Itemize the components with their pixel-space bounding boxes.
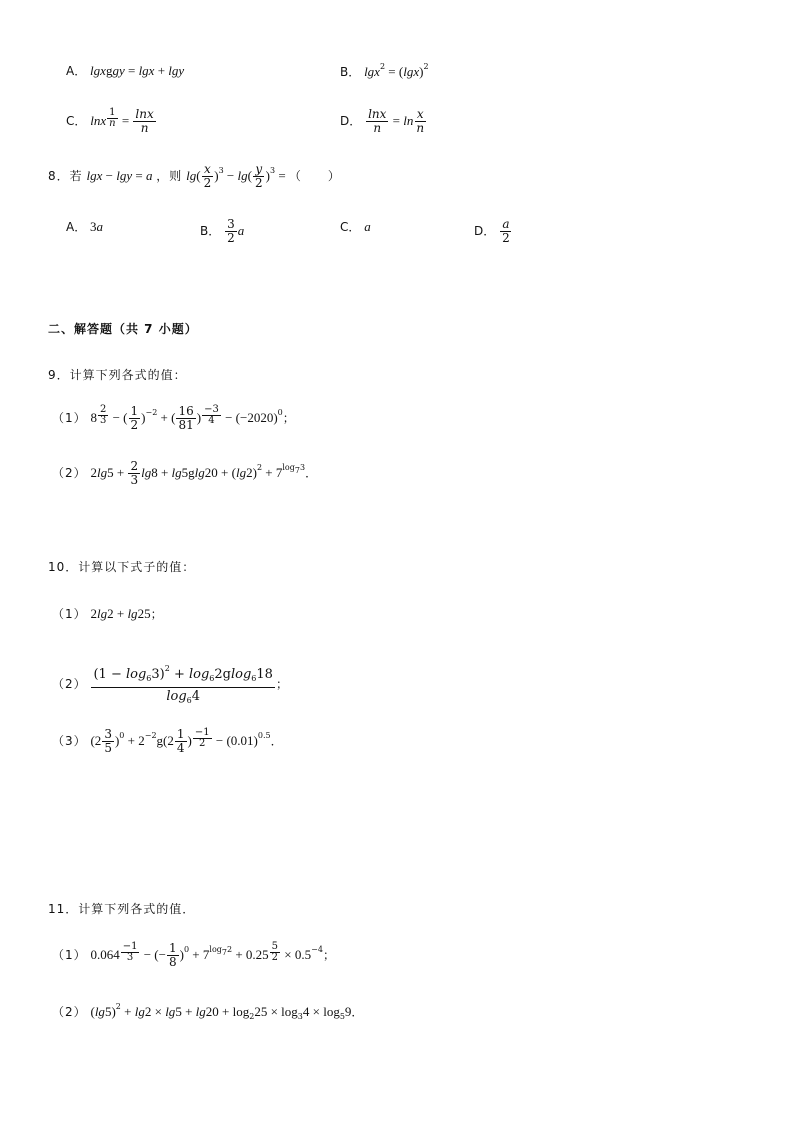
option-label: B． [200,224,221,238]
q7-option-c: C． lnx $\frac{1}{n}$ = $\frac{\ln x}{n}$ [66,107,154,135]
q11-part-2: （2） $(\lg 5)^2 + \lg 2 \times \lg 5 + \lg 20 + \log_225 \times \log_34 \times \log_59$． [52,1002,365,1021]
math-expression: $\frac{\ln x}{n}$ [368,107,387,135]
part-label: （2） [52,677,87,691]
q8-option-d: D． $\frac{a}{2}$ [474,217,510,245]
q8-option-b: B． $\frac{3}{2}$ a [200,217,245,245]
answer-blank: （ ） [288,169,341,183]
question-number: 8． [48,169,70,183]
q10-part-1: （1） 2lg2 + lg25； [52,606,164,621]
math-expression: lgx [90,63,106,78]
q9-part-2: （2） 2lg5 + $\frac{2}{3}$ $\lg 8 + \lg 5glg20 + (\lg 2)^2 + 7^{log_73}$． [52,459,319,487]
math-expression: lgx [364,64,380,79]
option-label: C． [66,114,87,128]
option-label: C． [340,220,361,234]
q7-option-b: B． $\lg x^2 = (\lg x)^2$ [340,62,429,79]
q7-option-d: D． $\frac{\ln x}{n}$ = ln $\frac{x}{n}$ [340,107,425,135]
option-label: A． [66,64,87,78]
part-label: （2） [52,1005,87,1019]
math-expression: lnx [90,113,107,128]
option-label: D． [340,114,362,128]
q11-part-1: （1） 0.064 $\frac{-1}{3}$ − (− $\frac{1}{8}$ )$^0 + 7^{log_72} + 0.25$ $\frac{5}{2}$ × $0.5^{-4}$； [52,941,336,969]
part-label: （1） [52,411,87,425]
q9-stem: 9．计算下列各式的值： [48,368,187,382]
part-label: （1） [52,948,87,962]
q7-option-a: A． lgxggy = lgx + lgy [66,63,185,78]
part-label: （1） [52,607,87,621]
q11-stem: 11．计算下列各式的值． [48,902,196,916]
q10-part-2: （2） $\frac{(1 - \log_63)^2 + \log_62glog_618}{\log_64}$ ； [52,660,289,709]
q8-option-c: C． a [340,219,371,234]
part-label: （2） [52,466,87,480]
q8-stem: 8．若 lgx − lgy = a ，则 lg( $\frac{x}{2}$ )$^3$ − lg( $\frac{y}{2}$ )$^3$ = （ ） [48,162,341,190]
option-label: B． [340,65,361,79]
q8-option-a: A． 3a [66,219,104,234]
option-label: D． [474,224,496,238]
option-label: A． [66,220,87,234]
part-label: （3） [52,734,87,748]
section-title: 二、解答题（共 7 小题） [48,322,198,336]
q9-part-1: （1） 8 $\frac{2}{3}$ − ( $\frac{1}{2}$ )$^{-2}$ + ( $\frac{16}{81}$ ) $\frac{-3}{4}$ − $(-2020)^0$； [52,404,296,432]
q10-stem: 10．计算以下式子的值： [48,560,196,574]
math-expression: lgx [86,168,103,183]
q10-part-3: （3） (2 $\frac{3}{5}$ )$^0 + 2^{-2}g(2$ $\frac{1}{4}$ ) $\frac{-1}{2}$ − $(0.01)^{0.5}$． [52,727,284,755]
